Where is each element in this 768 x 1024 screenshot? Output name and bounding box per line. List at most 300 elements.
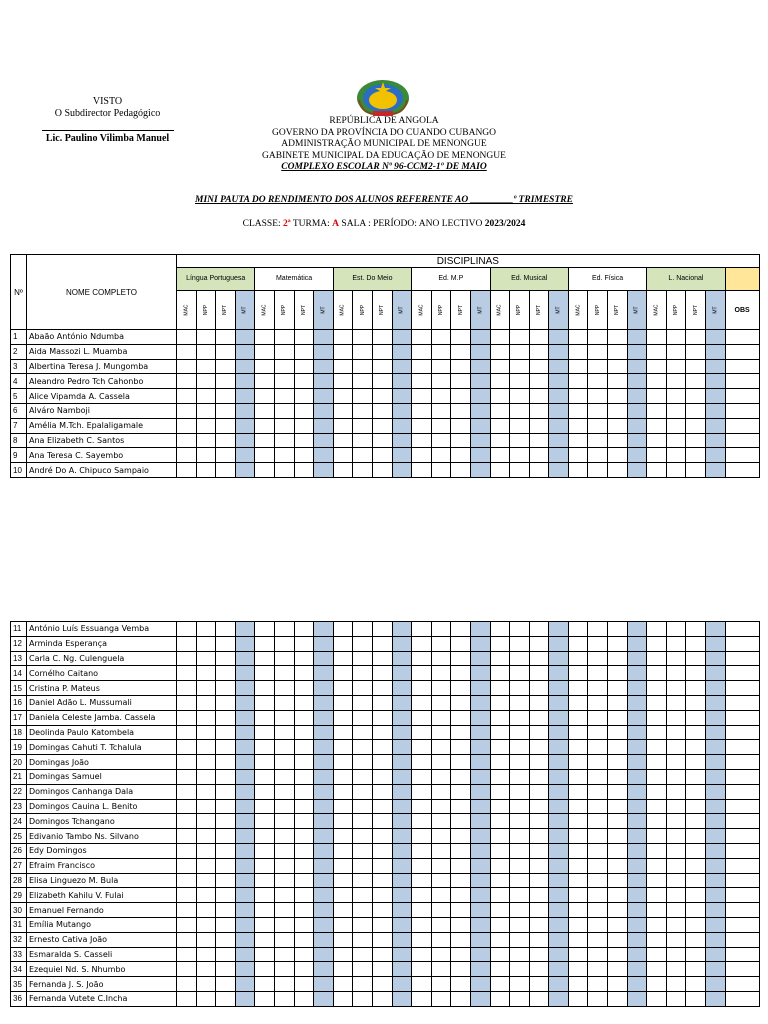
grade-cell[interactable]	[451, 651, 471, 666]
grade-cell[interactable]	[412, 991, 432, 1006]
grade-cell[interactable]	[353, 622, 373, 637]
grade-cell[interactable]	[333, 418, 353, 433]
grade-cell[interactable]	[196, 740, 216, 755]
grade-cell[interactable]	[196, 843, 216, 858]
grade-cell[interactable]	[568, 374, 588, 389]
grade-cell[interactable]	[608, 991, 628, 1006]
grade-cell[interactable]	[549, 932, 569, 947]
grade-cell[interactable]	[627, 799, 647, 814]
obs-cell[interactable]	[725, 814, 759, 829]
grade-cell[interactable]	[568, 799, 588, 814]
grade-cell[interactable]	[372, 903, 392, 918]
grade-cell[interactable]	[470, 622, 490, 637]
grade-cell[interactable]	[431, 433, 451, 448]
grade-cell[interactable]	[274, 330, 294, 345]
grade-cell[interactable]	[608, 666, 628, 681]
grade-cell[interactable]	[196, 344, 216, 359]
grade-cell[interactable]	[274, 947, 294, 962]
grade-cell[interactable]	[392, 725, 412, 740]
grade-cell[interactable]	[588, 344, 608, 359]
grade-cell[interactable]	[451, 769, 471, 784]
grade-cell[interactable]	[216, 888, 236, 903]
grade-cell[interactable]	[529, 666, 549, 681]
grade-cell[interactable]	[177, 463, 197, 478]
grade-cell[interactable]	[372, 695, 392, 710]
grade-cell[interactable]	[510, 947, 530, 962]
grade-cell[interactable]	[490, 888, 510, 903]
grade-cell[interactable]	[235, 932, 255, 947]
grade-cell[interactable]	[353, 947, 373, 962]
grade-cell[interactable]	[216, 359, 236, 374]
grade-cell[interactable]	[274, 622, 294, 637]
grade-cell[interactable]	[529, 725, 549, 740]
grade-cell[interactable]	[510, 681, 530, 696]
grade-cell[interactable]	[608, 962, 628, 977]
grade-cell[interactable]	[196, 991, 216, 1006]
grade-cell[interactable]	[470, 666, 490, 681]
grade-cell[interactable]	[431, 344, 451, 359]
grade-cell[interactable]	[666, 359, 686, 374]
grade-cell[interactable]	[392, 769, 412, 784]
obs-cell[interactable]	[725, 710, 759, 725]
grade-cell[interactable]	[706, 725, 726, 740]
obs-cell[interactable]	[725, 843, 759, 858]
grade-cell[interactable]	[392, 710, 412, 725]
grade-cell[interactable]	[608, 389, 628, 404]
grade-cell[interactable]	[510, 784, 530, 799]
grade-cell[interactable]	[294, 858, 314, 873]
grade-cell[interactable]	[255, 769, 275, 784]
grade-cell[interactable]	[549, 784, 569, 799]
grade-cell[interactable]	[529, 784, 549, 799]
obs-cell[interactable]	[725, 681, 759, 696]
grade-cell[interactable]	[372, 389, 392, 404]
grade-cell[interactable]	[372, 448, 392, 463]
grade-cell[interactable]	[196, 651, 216, 666]
grade-cell[interactable]	[529, 622, 549, 637]
grade-cell[interactable]	[431, 374, 451, 389]
grade-cell[interactable]	[510, 344, 530, 359]
grade-cell[interactable]	[392, 389, 412, 404]
grade-cell[interactable]	[196, 858, 216, 873]
grade-cell[interactable]	[549, 977, 569, 992]
grade-cell[interactable]	[196, 710, 216, 725]
grade-cell[interactable]	[706, 932, 726, 947]
grade-cell[interactable]	[490, 433, 510, 448]
grade-cell[interactable]	[549, 636, 569, 651]
grade-cell[interactable]	[333, 695, 353, 710]
grade-cell[interactable]	[706, 418, 726, 433]
grade-cell[interactable]	[177, 799, 197, 814]
grade-cell[interactable]	[706, 622, 726, 637]
grade-cell[interactable]	[431, 330, 451, 345]
grade-cell[interactable]	[353, 917, 373, 932]
grade-cell[interactable]	[412, 681, 432, 696]
grade-cell[interactable]	[549, 725, 569, 740]
grade-cell[interactable]	[255, 448, 275, 463]
grade-cell[interactable]	[177, 814, 197, 829]
obs-cell[interactable]	[725, 359, 759, 374]
grade-cell[interactable]	[274, 829, 294, 844]
grade-cell[interactable]	[314, 784, 334, 799]
grade-cell[interactable]	[568, 359, 588, 374]
grade-cell[interactable]	[451, 843, 471, 858]
grade-cell[interactable]	[490, 799, 510, 814]
grade-cell[interactable]	[470, 740, 490, 755]
grade-cell[interactable]	[490, 622, 510, 637]
grade-cell[interactable]	[392, 359, 412, 374]
grade-cell[interactable]	[255, 374, 275, 389]
grade-cell[interactable]	[372, 651, 392, 666]
grade-cell[interactable]	[353, 463, 373, 478]
grade-cell[interactable]	[490, 374, 510, 389]
grade-cell[interactable]	[255, 344, 275, 359]
grade-cell[interactable]	[451, 932, 471, 947]
grade-cell[interactable]	[255, 330, 275, 345]
grade-cell[interactable]	[294, 681, 314, 696]
grade-cell[interactable]	[588, 962, 608, 977]
grade-cell[interactable]	[490, 814, 510, 829]
grade-cell[interactable]	[608, 344, 628, 359]
grade-cell[interactable]	[490, 344, 510, 359]
grade-cell[interactable]	[353, 448, 373, 463]
grade-cell[interactable]	[666, 448, 686, 463]
grade-cell[interactable]	[216, 755, 236, 770]
grade-cell[interactable]	[490, 418, 510, 433]
grade-cell[interactable]	[451, 725, 471, 740]
grade-cell[interactable]	[568, 769, 588, 784]
grade-cell[interactable]	[549, 903, 569, 918]
grade-cell[interactable]	[510, 651, 530, 666]
grade-cell[interactable]	[568, 917, 588, 932]
grade-cell[interactable]	[627, 888, 647, 903]
grade-cell[interactable]	[706, 330, 726, 345]
grade-cell[interactable]	[255, 463, 275, 478]
grade-cell[interactable]	[608, 843, 628, 858]
grade-cell[interactable]	[451, 784, 471, 799]
grade-cell[interactable]	[490, 917, 510, 932]
grade-cell[interactable]	[608, 917, 628, 932]
grade-cell[interactable]	[608, 799, 628, 814]
grade-cell[interactable]	[510, 903, 530, 918]
grade-cell[interactable]	[274, 433, 294, 448]
grade-cell[interactable]	[177, 903, 197, 918]
grade-cell[interactable]	[294, 888, 314, 903]
grade-cell[interactable]	[666, 799, 686, 814]
grade-cell[interactable]	[353, 666, 373, 681]
grade-cell[interactable]	[314, 843, 334, 858]
grade-cell[interactable]	[451, 858, 471, 873]
grade-cell[interactable]	[333, 344, 353, 359]
grade-cell[interactable]	[255, 666, 275, 681]
grade-cell[interactable]	[431, 888, 451, 903]
grade-cell[interactable]	[549, 829, 569, 844]
grade-cell[interactable]	[627, 463, 647, 478]
grade-cell[interactable]	[686, 433, 706, 448]
grade-cell[interactable]	[647, 636, 667, 651]
grade-cell[interactable]	[235, 858, 255, 873]
grade-cell[interactable]	[294, 917, 314, 932]
grade-cell[interactable]	[490, 448, 510, 463]
grade-cell[interactable]	[177, 374, 197, 389]
grade-cell[interactable]	[647, 463, 667, 478]
grade-cell[interactable]	[372, 977, 392, 992]
grade-cell[interactable]	[627, 403, 647, 418]
grade-cell[interactable]	[216, 418, 236, 433]
grade-cell[interactable]	[314, 389, 334, 404]
grade-cell[interactable]	[412, 344, 432, 359]
grade-cell[interactable]	[568, 977, 588, 992]
grade-cell[interactable]	[372, 344, 392, 359]
grade-cell[interactable]	[627, 991, 647, 1006]
grade-cell[interactable]	[255, 903, 275, 918]
grade-cell[interactable]	[274, 651, 294, 666]
grade-cell[interactable]	[353, 330, 373, 345]
grade-cell[interactable]	[392, 829, 412, 844]
grade-cell[interactable]	[353, 710, 373, 725]
grade-cell[interactable]	[372, 463, 392, 478]
grade-cell[interactable]	[588, 725, 608, 740]
grade-cell[interactable]	[274, 903, 294, 918]
grade-cell[interactable]	[608, 636, 628, 651]
grade-cell[interactable]	[216, 622, 236, 637]
grade-cell[interactable]	[470, 903, 490, 918]
grade-cell[interactable]	[686, 903, 706, 918]
grade-cell[interactable]	[568, 873, 588, 888]
grade-cell[interactable]	[372, 403, 392, 418]
grade-cell[interactable]	[274, 418, 294, 433]
grade-cell[interactable]	[372, 829, 392, 844]
grade-cell[interactable]	[372, 784, 392, 799]
grade-cell[interactable]	[666, 666, 686, 681]
grade-cell[interactable]	[372, 814, 392, 829]
grade-cell[interactable]	[412, 666, 432, 681]
grade-cell[interactable]	[392, 843, 412, 858]
grade-cell[interactable]	[451, 344, 471, 359]
grade-cell[interactable]	[647, 344, 667, 359]
grade-cell[interactable]	[412, 740, 432, 755]
grade-cell[interactable]	[274, 858, 294, 873]
grade-cell[interactable]	[647, 873, 667, 888]
grade-cell[interactable]	[274, 359, 294, 374]
grade-cell[interactable]	[686, 344, 706, 359]
grade-cell[interactable]	[274, 636, 294, 651]
grade-cell[interactable]	[216, 858, 236, 873]
grade-cell[interactable]	[706, 888, 726, 903]
grade-cell[interactable]	[431, 991, 451, 1006]
grade-cell[interactable]	[588, 991, 608, 1006]
grade-cell[interactable]	[196, 403, 216, 418]
obs-cell[interactable]	[725, 418, 759, 433]
grade-cell[interactable]	[333, 917, 353, 932]
grade-cell[interactable]	[470, 725, 490, 740]
grade-cell[interactable]	[372, 769, 392, 784]
grade-cell[interactable]	[706, 991, 726, 1006]
grade-cell[interactable]	[686, 932, 706, 947]
grade-cell[interactable]	[470, 991, 490, 1006]
grade-cell[interactable]	[529, 799, 549, 814]
grade-cell[interactable]	[372, 873, 392, 888]
grade-cell[interactable]	[177, 755, 197, 770]
grade-cell[interactable]	[608, 814, 628, 829]
grade-cell[interactable]	[255, 932, 275, 947]
grade-cell[interactable]	[235, 725, 255, 740]
grade-cell[interactable]	[255, 389, 275, 404]
grade-cell[interactable]	[666, 888, 686, 903]
grade-cell[interactable]	[568, 814, 588, 829]
grade-cell[interactable]	[294, 710, 314, 725]
grade-cell[interactable]	[568, 463, 588, 478]
grade-cell[interactable]	[294, 448, 314, 463]
grade-cell[interactable]	[706, 873, 726, 888]
grade-cell[interactable]	[627, 710, 647, 725]
grade-cell[interactable]	[274, 695, 294, 710]
grade-cell[interactable]	[666, 330, 686, 345]
grade-cell[interactable]	[490, 389, 510, 404]
grade-cell[interactable]	[255, 829, 275, 844]
grade-cell[interactable]	[177, 991, 197, 1006]
grade-cell[interactable]	[706, 433, 726, 448]
grade-cell[interactable]	[353, 784, 373, 799]
grade-cell[interactable]	[686, 666, 706, 681]
grade-cell[interactable]	[588, 374, 608, 389]
grade-cell[interactable]	[314, 740, 334, 755]
grade-cell[interactable]	[235, 799, 255, 814]
grade-cell[interactable]	[529, 903, 549, 918]
grade-cell[interactable]	[549, 651, 569, 666]
grade-cell[interactable]	[627, 666, 647, 681]
grade-cell[interactable]	[294, 330, 314, 345]
grade-cell[interactable]	[196, 433, 216, 448]
grade-cell[interactable]	[608, 359, 628, 374]
grade-cell[interactable]	[627, 433, 647, 448]
grade-cell[interactable]	[529, 977, 549, 992]
grade-cell[interactable]	[490, 858, 510, 873]
grade-cell[interactable]	[510, 917, 530, 932]
grade-cell[interactable]	[588, 710, 608, 725]
grade-cell[interactable]	[666, 962, 686, 977]
grade-cell[interactable]	[666, 947, 686, 962]
grade-cell[interactable]	[490, 636, 510, 651]
grade-cell[interactable]	[235, 695, 255, 710]
grade-cell[interactable]	[510, 666, 530, 681]
grade-cell[interactable]	[372, 330, 392, 345]
grade-cell[interactable]	[216, 666, 236, 681]
grade-cell[interactable]	[686, 740, 706, 755]
grade-cell[interactable]	[686, 681, 706, 696]
grade-cell[interactable]	[470, 858, 490, 873]
grade-cell[interactable]	[177, 947, 197, 962]
grade-cell[interactable]	[451, 710, 471, 725]
obs-cell[interactable]	[725, 622, 759, 637]
grade-cell[interactable]	[510, 374, 530, 389]
grade-cell[interactable]	[431, 769, 451, 784]
grade-cell[interactable]	[608, 651, 628, 666]
grade-cell[interactable]	[706, 814, 726, 829]
grade-cell[interactable]	[490, 359, 510, 374]
grade-cell[interactable]	[686, 829, 706, 844]
obs-cell[interactable]	[725, 991, 759, 1006]
grade-cell[interactable]	[666, 829, 686, 844]
grade-cell[interactable]	[412, 463, 432, 478]
grade-cell[interactable]	[470, 710, 490, 725]
grade-cell[interactable]	[392, 636, 412, 651]
grade-cell[interactable]	[510, 740, 530, 755]
grade-cell[interactable]	[294, 769, 314, 784]
grade-cell[interactable]	[510, 418, 530, 433]
grade-cell[interactable]	[588, 636, 608, 651]
grade-cell[interactable]	[627, 740, 647, 755]
grade-cell[interactable]	[451, 418, 471, 433]
grade-cell[interactable]	[647, 651, 667, 666]
grade-cell[interactable]	[216, 740, 236, 755]
obs-cell[interactable]	[725, 695, 759, 710]
grade-cell[interactable]	[294, 991, 314, 1006]
grade-cell[interactable]	[608, 463, 628, 478]
grade-cell[interactable]	[235, 977, 255, 992]
grade-cell[interactable]	[549, 755, 569, 770]
grade-cell[interactable]	[470, 947, 490, 962]
grade-cell[interactable]	[588, 977, 608, 992]
grade-cell[interactable]	[235, 740, 255, 755]
grade-cell[interactable]	[588, 681, 608, 696]
grade-cell[interactable]	[510, 403, 530, 418]
grade-cell[interactable]	[490, 725, 510, 740]
grade-cell[interactable]	[177, 710, 197, 725]
grade-cell[interactable]	[686, 858, 706, 873]
obs-cell[interactable]	[725, 755, 759, 770]
grade-cell[interactable]	[490, 740, 510, 755]
obs-cell[interactable]	[725, 903, 759, 918]
grade-cell[interactable]	[294, 814, 314, 829]
grade-cell[interactable]	[647, 666, 667, 681]
obs-cell[interactable]	[725, 374, 759, 389]
grade-cell[interactable]	[431, 681, 451, 696]
grade-cell[interactable]	[706, 389, 726, 404]
grade-cell[interactable]	[627, 374, 647, 389]
grade-cell[interactable]	[412, 784, 432, 799]
grade-cell[interactable]	[333, 463, 353, 478]
grade-cell[interactable]	[666, 636, 686, 651]
grade-cell[interactable]	[431, 903, 451, 918]
grade-cell[interactable]	[568, 858, 588, 873]
grade-cell[interactable]	[470, 888, 490, 903]
grade-cell[interactable]	[451, 695, 471, 710]
grade-cell[interactable]	[706, 947, 726, 962]
grade-cell[interactable]	[412, 636, 432, 651]
grade-cell[interactable]	[529, 962, 549, 977]
grade-cell[interactable]	[568, 651, 588, 666]
grade-cell[interactable]	[568, 636, 588, 651]
grade-cell[interactable]	[529, 947, 549, 962]
grade-cell[interactable]	[392, 622, 412, 637]
grade-cell[interactable]	[177, 740, 197, 755]
grade-cell[interactable]	[314, 858, 334, 873]
grade-cell[interactable]	[177, 873, 197, 888]
grade-cell[interactable]	[294, 932, 314, 947]
grade-cell[interactable]	[568, 403, 588, 418]
grade-cell[interactable]	[568, 433, 588, 448]
grade-cell[interactable]	[490, 947, 510, 962]
grade-cell[interactable]	[706, 784, 726, 799]
grade-cell[interactable]	[353, 962, 373, 977]
grade-cell[interactable]	[235, 991, 255, 1006]
obs-cell[interactable]	[725, 888, 759, 903]
grade-cell[interactable]	[706, 740, 726, 755]
grade-cell[interactable]	[627, 695, 647, 710]
grade-cell[interactable]	[333, 814, 353, 829]
grade-cell[interactable]	[666, 740, 686, 755]
